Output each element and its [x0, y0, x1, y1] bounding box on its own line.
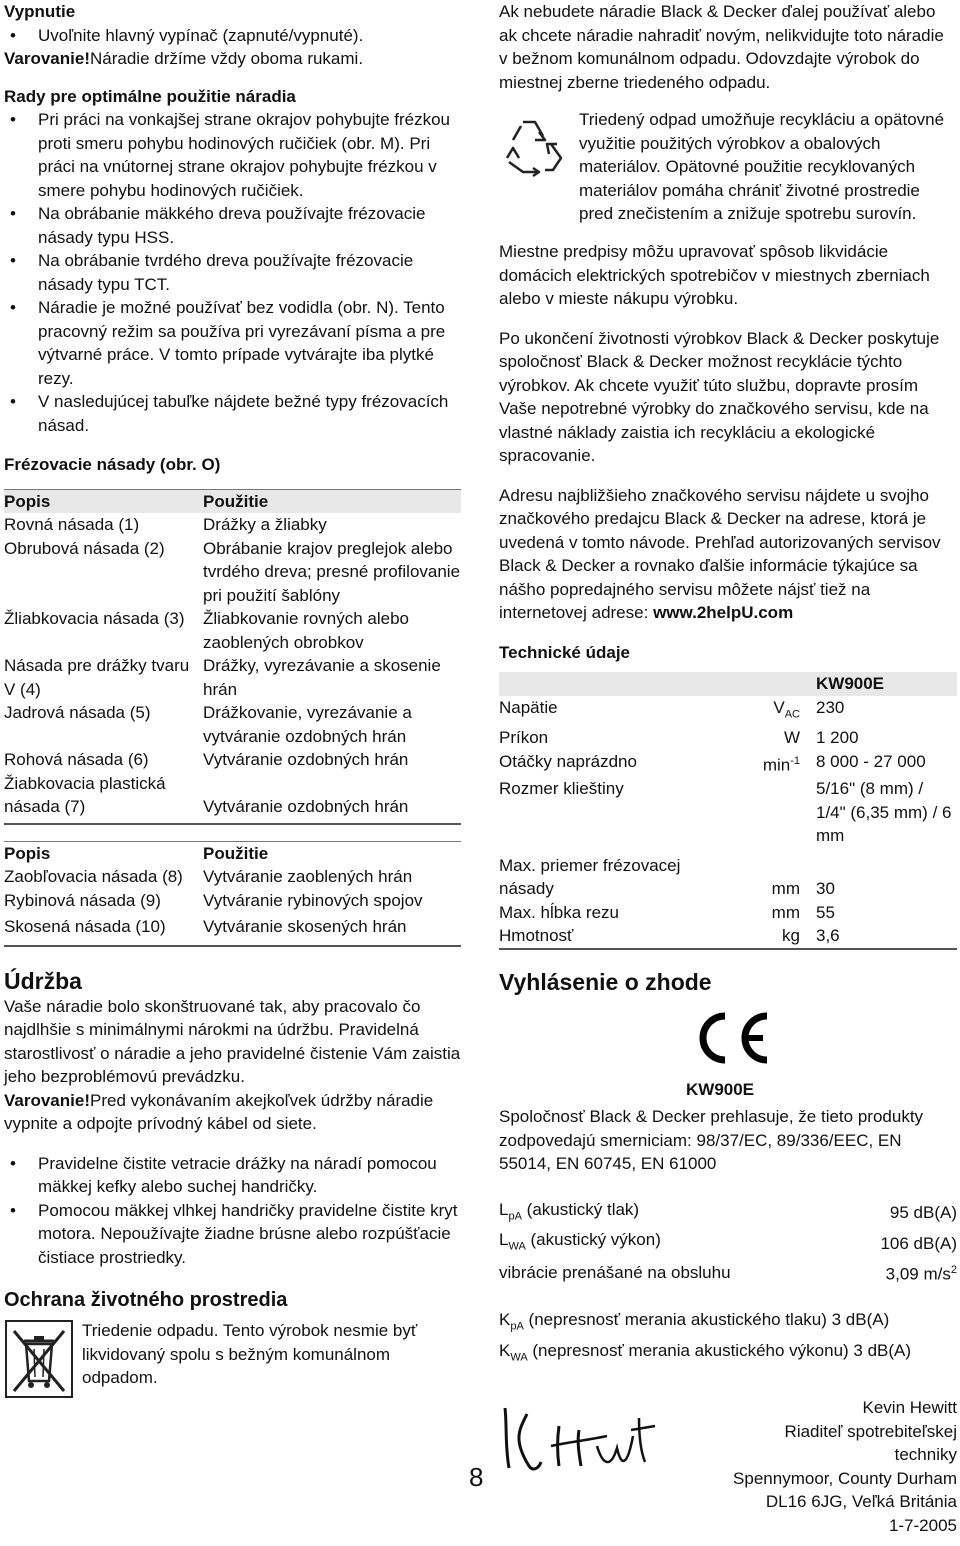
- signer-title-2: techniky: [894, 1445, 957, 1465]
- list-item: • Na obrábanie mäkkého dreva používajte frézovacie násady typu HSS.: [4, 202, 461, 249]
- table-cell: Žiabkovacia plastická násada (7): [4, 772, 203, 824]
- table-cell: 95 dB(A): [889, 1203, 957, 1223]
- table-cell: 8 000 - 27 000: [816, 751, 926, 771]
- k-wa-line: $K_{WA}$ (nepresnosť merania akustického výkonu) 3 dB(A): [499, 1341, 912, 1364]
- tech-table: [499, 672, 957, 950]
- ce-mark: [691, 1008, 957, 1072]
- table-cell: vibrácie prenášané na obsluhu: [499, 1263, 731, 1283]
- table-cell: Vytváranie zaoblených hrán: [203, 867, 413, 886]
- page-number: 8: [469, 1462, 484, 1492]
- table-cell: $L_{pA}$ (akustický tlak): [499, 1199, 640, 1222]
- table-cell: 106 dB(A): [880, 1234, 957, 1254]
- table-cell: 5/16" (8 mm) / 1/4" (6,35 mm) / 6 mm: [816, 779, 952, 846]
- table-header-cell: Použitie: [203, 489, 461, 513]
- table-cell: 230: [816, 697, 845, 717]
- table-row: [499, 726, 957, 750]
- table-row: [4, 889, 461, 913]
- table-row: [499, 901, 957, 925]
- table-cell: Zaobľovacia násada (8): [4, 867, 183, 886]
- noise-table: [499, 1198, 957, 1287]
- address-paragraph: Adresu najbližšieho značkového servisu nájdete u svojho značkového predajcu Black & Decker na adrese, ktorá je uvedená v tomto návode. Prehľad autorizovaných servisov Black & Decker a rovnako ďalšie informácie týkajúce sa nášho popredajného servisu môžete nájsť tiež na internetovej adrese: www.2helpU.com: [499, 485, 941, 622]
- table-row: [4, 537, 461, 608]
- list-item: • Uvoľnite hlavný vypínač (zapnuté/vypnuté).: [4, 24, 461, 48]
- rady-title: Rady pre optimálne použitie náradia: [4, 86, 296, 106]
- declaration-title: Vyhlásenie o zhode: [499, 968, 712, 995]
- list-item: • Pravidelne čistite vetracie drážky na náradí pomocou mäkkej kefky alebo suchej handričky.: [4, 1152, 461, 1199]
- table-row: [499, 924, 957, 949]
- table-cell: Vytváranie skosených hrán: [203, 912, 461, 946]
- table-cell: 30: [816, 879, 835, 899]
- table-cell: 55: [816, 902, 835, 922]
- table-row: [499, 777, 957, 854]
- warning-line: Varovanie!Náradie držíme vždy oboma rukami.: [4, 49, 364, 68]
- table-row: [4, 772, 461, 824]
- table-cell: Max. hĺbka rezu: [499, 902, 619, 922]
- table-cell: Napätie: [499, 697, 558, 717]
- tech-model: KW900E: [816, 672, 957, 696]
- table-row: [499, 1259, 957, 1286]
- table-row: [4, 513, 461, 537]
- right-column: [499, 0, 957, 1546]
- disposal-paragraph: Ak nebudete náradie Black & Decker ďalej používať alebo ak chcete náradie nahradiť novým, nelikvidujte toto náradie v bežnom komunálnom odpadu. Odovzdajte výrobok do miestnej zberne triedeného odpadu.: [499, 2, 944, 92]
- unit-cell: $V_{AC}$: [773, 697, 800, 720]
- left-column: [4, 0, 461, 1399]
- rady-list: [4, 108, 461, 437]
- list-item: • Pri práci na vonkajšej strane okrajov pohybujte frézkou proti smeru pohybu hodinových ručičiek (obr. M). Pri práci na vnútornej strane okrajov pohybujte frézkou v smere pohybu hodinových ručičiek.: [4, 108, 461, 202]
- table-row: [4, 912, 461, 946]
- k-pa-line: $K_{pA}$ (nepresnosť merania akustického tlaku) 3 dB(A): [499, 1310, 890, 1333]
- table-cell: Drážkovanie, vyrezávanie a vytváranie ozdobných hrán: [203, 703, 412, 746]
- signer-address: Spennymoor, County Durham: [733, 1468, 957, 1488]
- table-cell: Otáčky naprázdno: [499, 751, 637, 771]
- table-cell: Rovná násada (1): [4, 515, 140, 534]
- table-cell: Rohová násada (6): [4, 750, 149, 769]
- bits-table-1: [4, 489, 461, 825]
- list-item: • Na obrábanie tvrdého dreva používajte frézovacie násady typu TCT.: [4, 249, 461, 296]
- table-cell: Vytváranie rybinových spojov: [203, 890, 423, 910]
- table-row: [4, 654, 461, 701]
- table-cell: 1 200: [816, 728, 859, 748]
- recycle-text: Triedený odpad umožňuje recykláciu a opätovné využitie použitých výrobkov a obalových materiálov. Opätovné použitie recyklovaných materiálov pomáha chrániť životné prostredie pred znečistením a znižuje spotrebu surovín.: [579, 110, 945, 223]
- ochrana-title: Ochrana životného prostredia: [4, 1289, 288, 1311]
- unit-cell: kg: [731, 924, 816, 949]
- table-row: [499, 750, 957, 777]
- list-item: • V nasledujúcej tabuľke nájdete bežné typy frézovacích násad.: [4, 390, 461, 437]
- recycle-icon: [499, 114, 569, 187]
- table-cell: Rozmer klieštiny: [499, 779, 624, 799]
- table-cell: Obrábanie krajov preglejok alebo tvrdého dreva; presné profilovanie pri použití šablóny: [203, 538, 461, 605]
- table-cell: Hmotnosť: [499, 924, 731, 949]
- list-item: • Náradie je možné používať bez vodidla (obr. N). Tento pracovný režim sa používa pri vyrezávaní písma a pre výtvarné práce. V tomto prípade vytvárajte iba plytké rezy.: [4, 296, 461, 390]
- table-cell: 3,6: [816, 924, 957, 949]
- declaration-model: KW900E: [686, 1079, 755, 1099]
- table-header-cell: Popis: [4, 841, 203, 865]
- signer-name: Kevin Hewitt: [862, 1398, 957, 1418]
- table-row: [4, 607, 461, 654]
- vypnutie-list: [4, 24, 461, 48]
- tech-title: Technické údaje: [499, 642, 631, 662]
- table-cell: 3,09 $m/s^2$: [885, 1264, 957, 1284]
- udrzba-warning: Varovanie!Pred vykonávaním akejkoľvek údržby náradie vypnite a odpojte prívodný kábel od siete.: [4, 1090, 434, 1133]
- table-cell: Drážky, vyrezávanie a skosenie hrán: [203, 656, 441, 699]
- signer-title: Riaditeľ spotrebiteľskej: [784, 1421, 957, 1441]
- table-row: [4, 701, 461, 748]
- crossed-out-bin-icon: [4, 1319, 74, 1406]
- vypnutie-title: Vypnutie: [4, 2, 76, 21]
- table-cell: Skosená násada (10): [4, 912, 203, 946]
- table-header-cell: Popis: [4, 489, 203, 513]
- table-header-row: [4, 489, 461, 513]
- unit-cell: $\min^{-1}$: [762, 754, 800, 775]
- table-cell: Príkon: [499, 728, 549, 748]
- ce-logo-icon: [691, 1008, 771, 1068]
- bits-table-2: [4, 841, 461, 947]
- table-row: [4, 865, 461, 889]
- signer-address-2: DL16 6JG, Veľká Británia: [765, 1492, 957, 1512]
- table-row: [4, 748, 461, 772]
- unit-cell: [731, 777, 816, 854]
- unit-cell: mm: [771, 879, 800, 899]
- table-header-cell: Použitie: [203, 841, 461, 865]
- frezovacie-title: Frézovacie násady (obr. O): [4, 455, 221, 474]
- table-cell: Vytváranie ozdobných hrán: [203, 750, 409, 769]
- table-header-row: [499, 672, 957, 696]
- table-cell: Žliabkovacia násada (3): [4, 609, 185, 628]
- service-url[interactable]: www.2helpU.com: [653, 603, 794, 622]
- table-cell: Obrubová násada (2): [4, 538, 165, 558]
- table-row: [499, 1228, 957, 1259]
- table-row: [499, 696, 957, 727]
- table-cell: Drážky a žliabky: [203, 515, 327, 534]
- table-cell: Vytváranie ozdobných hrán: [203, 772, 461, 824]
- table-cell: Násada pre drážky tvaru V (4): [4, 656, 190, 699]
- table-cell: $L_{WA}$ (akustický výkon): [499, 1230, 661, 1253]
- ochrana-block: [4, 1319, 461, 1399]
- ochrana-text: Triedenie odpadu. Tento výrobok nesmie byť likvidovaný spolu s bežným komunálnom odpadom.: [82, 1321, 418, 1387]
- local-rules-paragraph: Miestne predpisy môžu upravovať spôsob likvidácie domácich elektrických spotrebičov v miestnych zberniach alebo v mieste nákupu výrobku.: [499, 242, 930, 308]
- table-cell: Jadrová násada (5): [4, 703, 151, 722]
- table-cell: Max. priemer frézovacej násady: [499, 855, 681, 899]
- udrzba-title: Údržba: [4, 967, 82, 994]
- unit-cell: mm: [771, 902, 800, 922]
- table-cell: Rybinová násada (9): [4, 890, 161, 910]
- list-item: • Pomocou mäkkej vlhkej handričky pravidelne čistite kryt motora. Nepoužívajte žiadne brúsne alebo rozpúšťacie čistiace prostriedky.: [4, 1199, 461, 1270]
- table-cell: Žliabkovanie rovných alebo zaoblených obrobkov: [203, 609, 410, 652]
- udrzba-list: [4, 1152, 461, 1270]
- table-header-row: [4, 841, 461, 865]
- service-paragraph: Po ukončení životnosti výrobkov Black & Decker poskytuje spoločnosť Black & Decker možnost recyklácie týchto výrobkov. Ak chcete využiť túto službu, dopravte prosím Vaše nepotrebné výrobky do značkového servisu, kde na vlastné náklady zaistia ich recykláciu a ekologické spracovanie.: [499, 328, 940, 465]
- table-row: [499, 1198, 957, 1229]
- signature-image: [499, 1396, 659, 1483]
- unit-cell: W: [783, 728, 800, 748]
- udrzba-text: Vaše náradie bolo skonštruované tak, aby pracovalo čo najdlhšie s minimálnymi nárokmi na údržbu. Pravidelná starostlivosť o náradie a jeho pravidelné čistenie Vám zaistia jeho bezproblémovú prevádzku.: [4, 996, 461, 1086]
- table-row: [499, 854, 957, 901]
- signer-date: 1-7-2005: [888, 1515, 957, 1535]
- recycle-block: [499, 108, 957, 226]
- declaration-text: Spoločnosť Black & Decker prehlasuje, že tieto produkty zodpovedajú smerniciam: 98/37/EC, 89/336/EEC, EN 55014, EN 60745, EN 61000: [499, 1107, 924, 1174]
- signature-block: [499, 1396, 957, 1546]
